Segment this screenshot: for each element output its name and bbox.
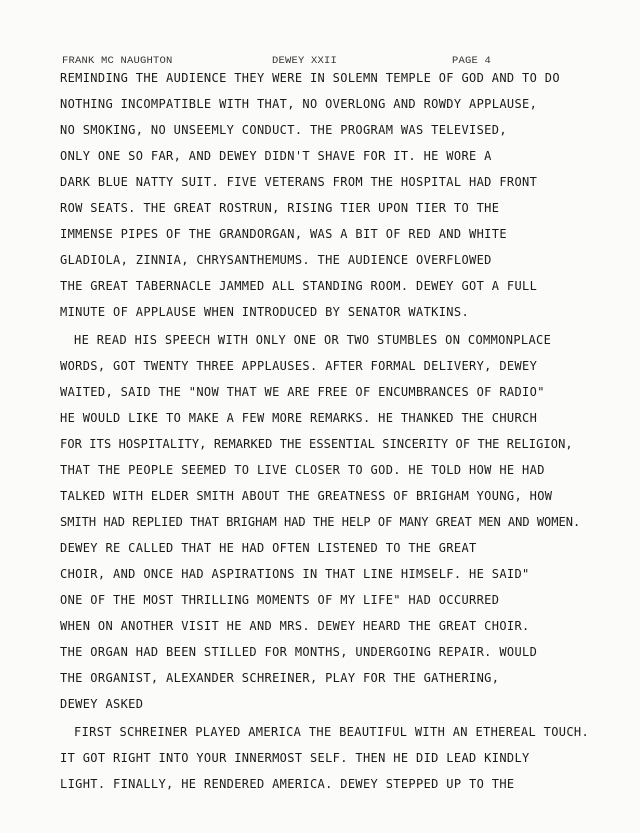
header-page-number: PAGE 4 [452, 55, 492, 67]
text-line: THAT THE PEOPLE SEEMED TO LIVE CLOSER TO GOD. HE TOLD HOW HE HAD [60, 463, 545, 477]
text-line: DEWEY ASKED [60, 697, 144, 711]
text-line: TALKED WITH ELDER SMITH ABOUT THE GREATNESS OF BRIGHAM YOUNG, HOW [60, 489, 553, 503]
text-line: MINUTE OF APPLAUSE WHEN INTRODUCED BY SENATOR WATKINS. [60, 305, 470, 319]
text-line: WHEN ON ANOTHER VISIT HE AND MRS. DEWEY HEARD THE GREAT CHOIR. [60, 619, 530, 633]
text-line: NO SMOKING, NO UNSEEMLY CONDUCT. THE PROGRAM WAS TELEVISED, [60, 123, 507, 137]
text-line: IMMENSE PIPES OF THE GRANDORGAN, WAS A BIT OF RED AND WHITE [60, 227, 507, 241]
text-line: SMITH HAD REPLIED THAT BRIGHAM HAD THE HELP OF MANY GREAT MEN AND WOMEN. [60, 515, 581, 529]
text-line: GLADIOLA, ZINNIA, CHRYSANTHEMUMS. THE AUDIENCE OVERFLOWED [60, 253, 492, 267]
text-line: IT GOT RIGHT INTO YOUR INNERMOST SELF. THEN HE DID LEAD KINDLY [60, 751, 530, 765]
text-line: ONLY ONE SO FAR, AND DEWEY DIDN'T SHAVE FOR IT. HE WORE A [60, 149, 492, 163]
text-line: CHOIR, AND ONCE HAD ASPIRATIONS IN THAT LINE HIMSELF. HE SAID" [60, 567, 530, 581]
text-line: THE GREAT TABERNACLE JAMMED ALL STANDING ROOM. DEWEY GOT A FULL [60, 279, 538, 293]
text-line: DARK BLUE NATTY SUIT. FIVE VETERANS FROM THE HOSPITAL HAD FRONT [60, 175, 538, 189]
text-line: FIRST SCHREINER PLAYED AMERICA THE BEAUTIFUL WITH AN ETHEREAL TOUCH. [74, 725, 590, 739]
header-slug: DEWEY XXII [272, 55, 338, 67]
text-line: WAITED, SAID THE "NOW THAT WE ARE FREE OF ENCUMBRANCES OF RADIO" [60, 385, 545, 399]
text-line: LIGHT. FINALLY, HE RENDERED AMERICA. DEWEY STEPPED UP TO THE [60, 777, 515, 791]
text-line: THE ORGANIST, ALEXANDER SCHREINER, PLAY FOR THE GATHERING, [60, 671, 500, 685]
text-line: DEWEY RE CALLED THAT HE HAD OFTEN LISTENED TO THE GREAT [60, 541, 477, 555]
text-line: WORDS, GOT TWENTY THREE APPLAUSES. AFTER FORMAL DELIVERY, DEWEY [60, 359, 538, 373]
text-line: FOR ITS HOSPITALITY, REMARKED THE ESSENTIAL SINCERITY OF THE RELIGION, [60, 437, 573, 451]
text-line: REMINDING THE AUDIENCE THEY WERE IN SOLEMN TEMPLE OF GOD AND TO DO [60, 71, 560, 85]
text-line: ROW SEATS. THE GREAT ROSTRUN, RISING TIER UPON TIER TO THE [60, 201, 500, 215]
text-line: THE ORGAN HAD BEEN STILLED FOR MONTHS, UNDERGOING REPAIR. WOULD [60, 645, 538, 659]
page-header [0, 55, 640, 69]
header-author: FRANK MC NAUGHTON [62, 55, 173, 67]
text-line: HE READ HIS SPEECH WITH ONLY ONE OR TWO STUMBLES ON COMMONPLACE [74, 333, 552, 347]
text-line: ONE OF THE MOST THRILLING MOMENTS OF MY LIFE" HAD OCCURRED [60, 593, 500, 607]
text-line: HE WOULD LIKE TO MAKE A FEW MORE REMARKS. HE THANKED THE CHURCH [60, 411, 538, 425]
text-line: NOTHING INCOMPATIBLE WITH THAT, NO OVERLONG AND ROWDY APPLAUSE, [60, 97, 538, 111]
